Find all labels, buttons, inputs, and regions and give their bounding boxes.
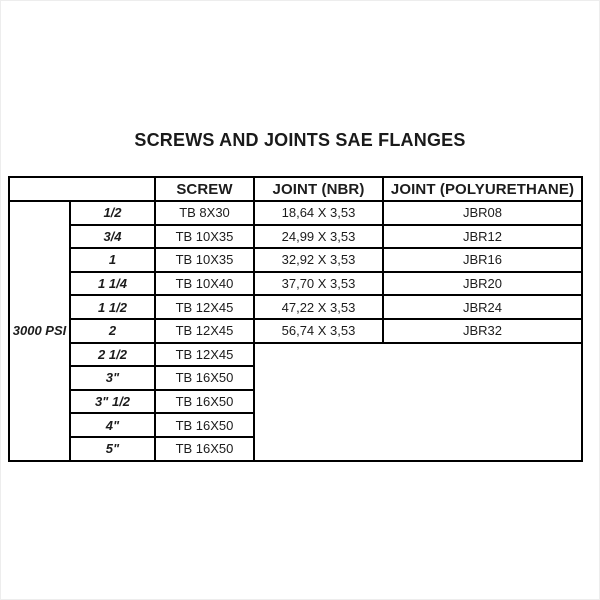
- table-row: [9, 225, 582, 249]
- size-cell: 5": [70, 437, 155, 461]
- screw-cell: TB 16X50: [155, 390, 254, 414]
- screw-cell: TB 12X45: [155, 319, 254, 343]
- page-title: SCREWS AND JOINTS SAE FLANGES: [134, 130, 466, 150]
- size-cell: 1 1/4: [70, 272, 155, 296]
- table-row: [9, 319, 582, 343]
- size-cell: 1 1/2: [70, 295, 155, 319]
- screw-cell: TB 12X45: [155, 295, 254, 319]
- size-cell: 3" 1/2: [70, 390, 155, 414]
- screw-cell: TB 10X35: [155, 225, 254, 249]
- screw-cell: TB 16X50: [155, 437, 254, 461]
- joint-poly-cell: JBR08: [383, 201, 582, 225]
- joint-poly-cell: JBR16: [383, 248, 582, 272]
- size-cell: 3/4: [70, 225, 155, 249]
- joint-poly-cell: JBR24: [383, 295, 582, 319]
- header-spacer: [9, 177, 155, 201]
- size-cell: 1: [70, 248, 155, 272]
- screw-cell: TB 10X40: [155, 272, 254, 296]
- joint-poly-cell: JBR32: [383, 319, 582, 343]
- joint-nbr-cell: 37,70 X 3,53: [254, 272, 383, 296]
- table-header-row: [9, 177, 582, 201]
- screw-cell: TB 8X30: [155, 201, 254, 225]
- table-row: [9, 343, 582, 367]
- header-screw: SCREW: [155, 177, 254, 201]
- screw-cell: TB 16X50: [155, 413, 254, 437]
- table-row: [9, 248, 582, 272]
- size-cell: 4": [70, 413, 155, 437]
- table-row: [9, 295, 582, 319]
- header-joint-nbr: JOINT (NBR): [254, 177, 383, 201]
- header-joint-poly: JOINT (POLYURETHANE): [383, 177, 582, 201]
- size-cell: 3": [70, 366, 155, 390]
- screw-cell: TB 10X35: [155, 248, 254, 272]
- joint-nbr-cell: 18,64 X 3,53: [254, 201, 383, 225]
- flanges-table: [8, 176, 583, 462]
- joint-nbr-cell: 47,22 X 3,53: [254, 295, 383, 319]
- screw-cell: TB 16X50: [155, 366, 254, 390]
- table-row: [9, 201, 582, 225]
- screw-cell: TB 12X45: [155, 343, 254, 367]
- joint-nbr-cell: 32,92 X 3,53: [254, 248, 383, 272]
- pressure-cell: 3000 PSI: [9, 201, 70, 461]
- size-cell: 2 1/2: [70, 343, 155, 367]
- joint-nbr-cell: 56,74 X 3,53: [254, 319, 383, 343]
- joint-poly-cell: JBR12: [383, 225, 582, 249]
- size-cell: 2: [70, 319, 155, 343]
- size-cell: 1/2: [70, 201, 155, 225]
- joint-nbr-cell: 24,99 X 3,53: [254, 225, 383, 249]
- empty-merged-cell: [254, 343, 582, 461]
- table-row: [9, 272, 582, 296]
- joint-poly-cell: JBR20: [383, 272, 582, 296]
